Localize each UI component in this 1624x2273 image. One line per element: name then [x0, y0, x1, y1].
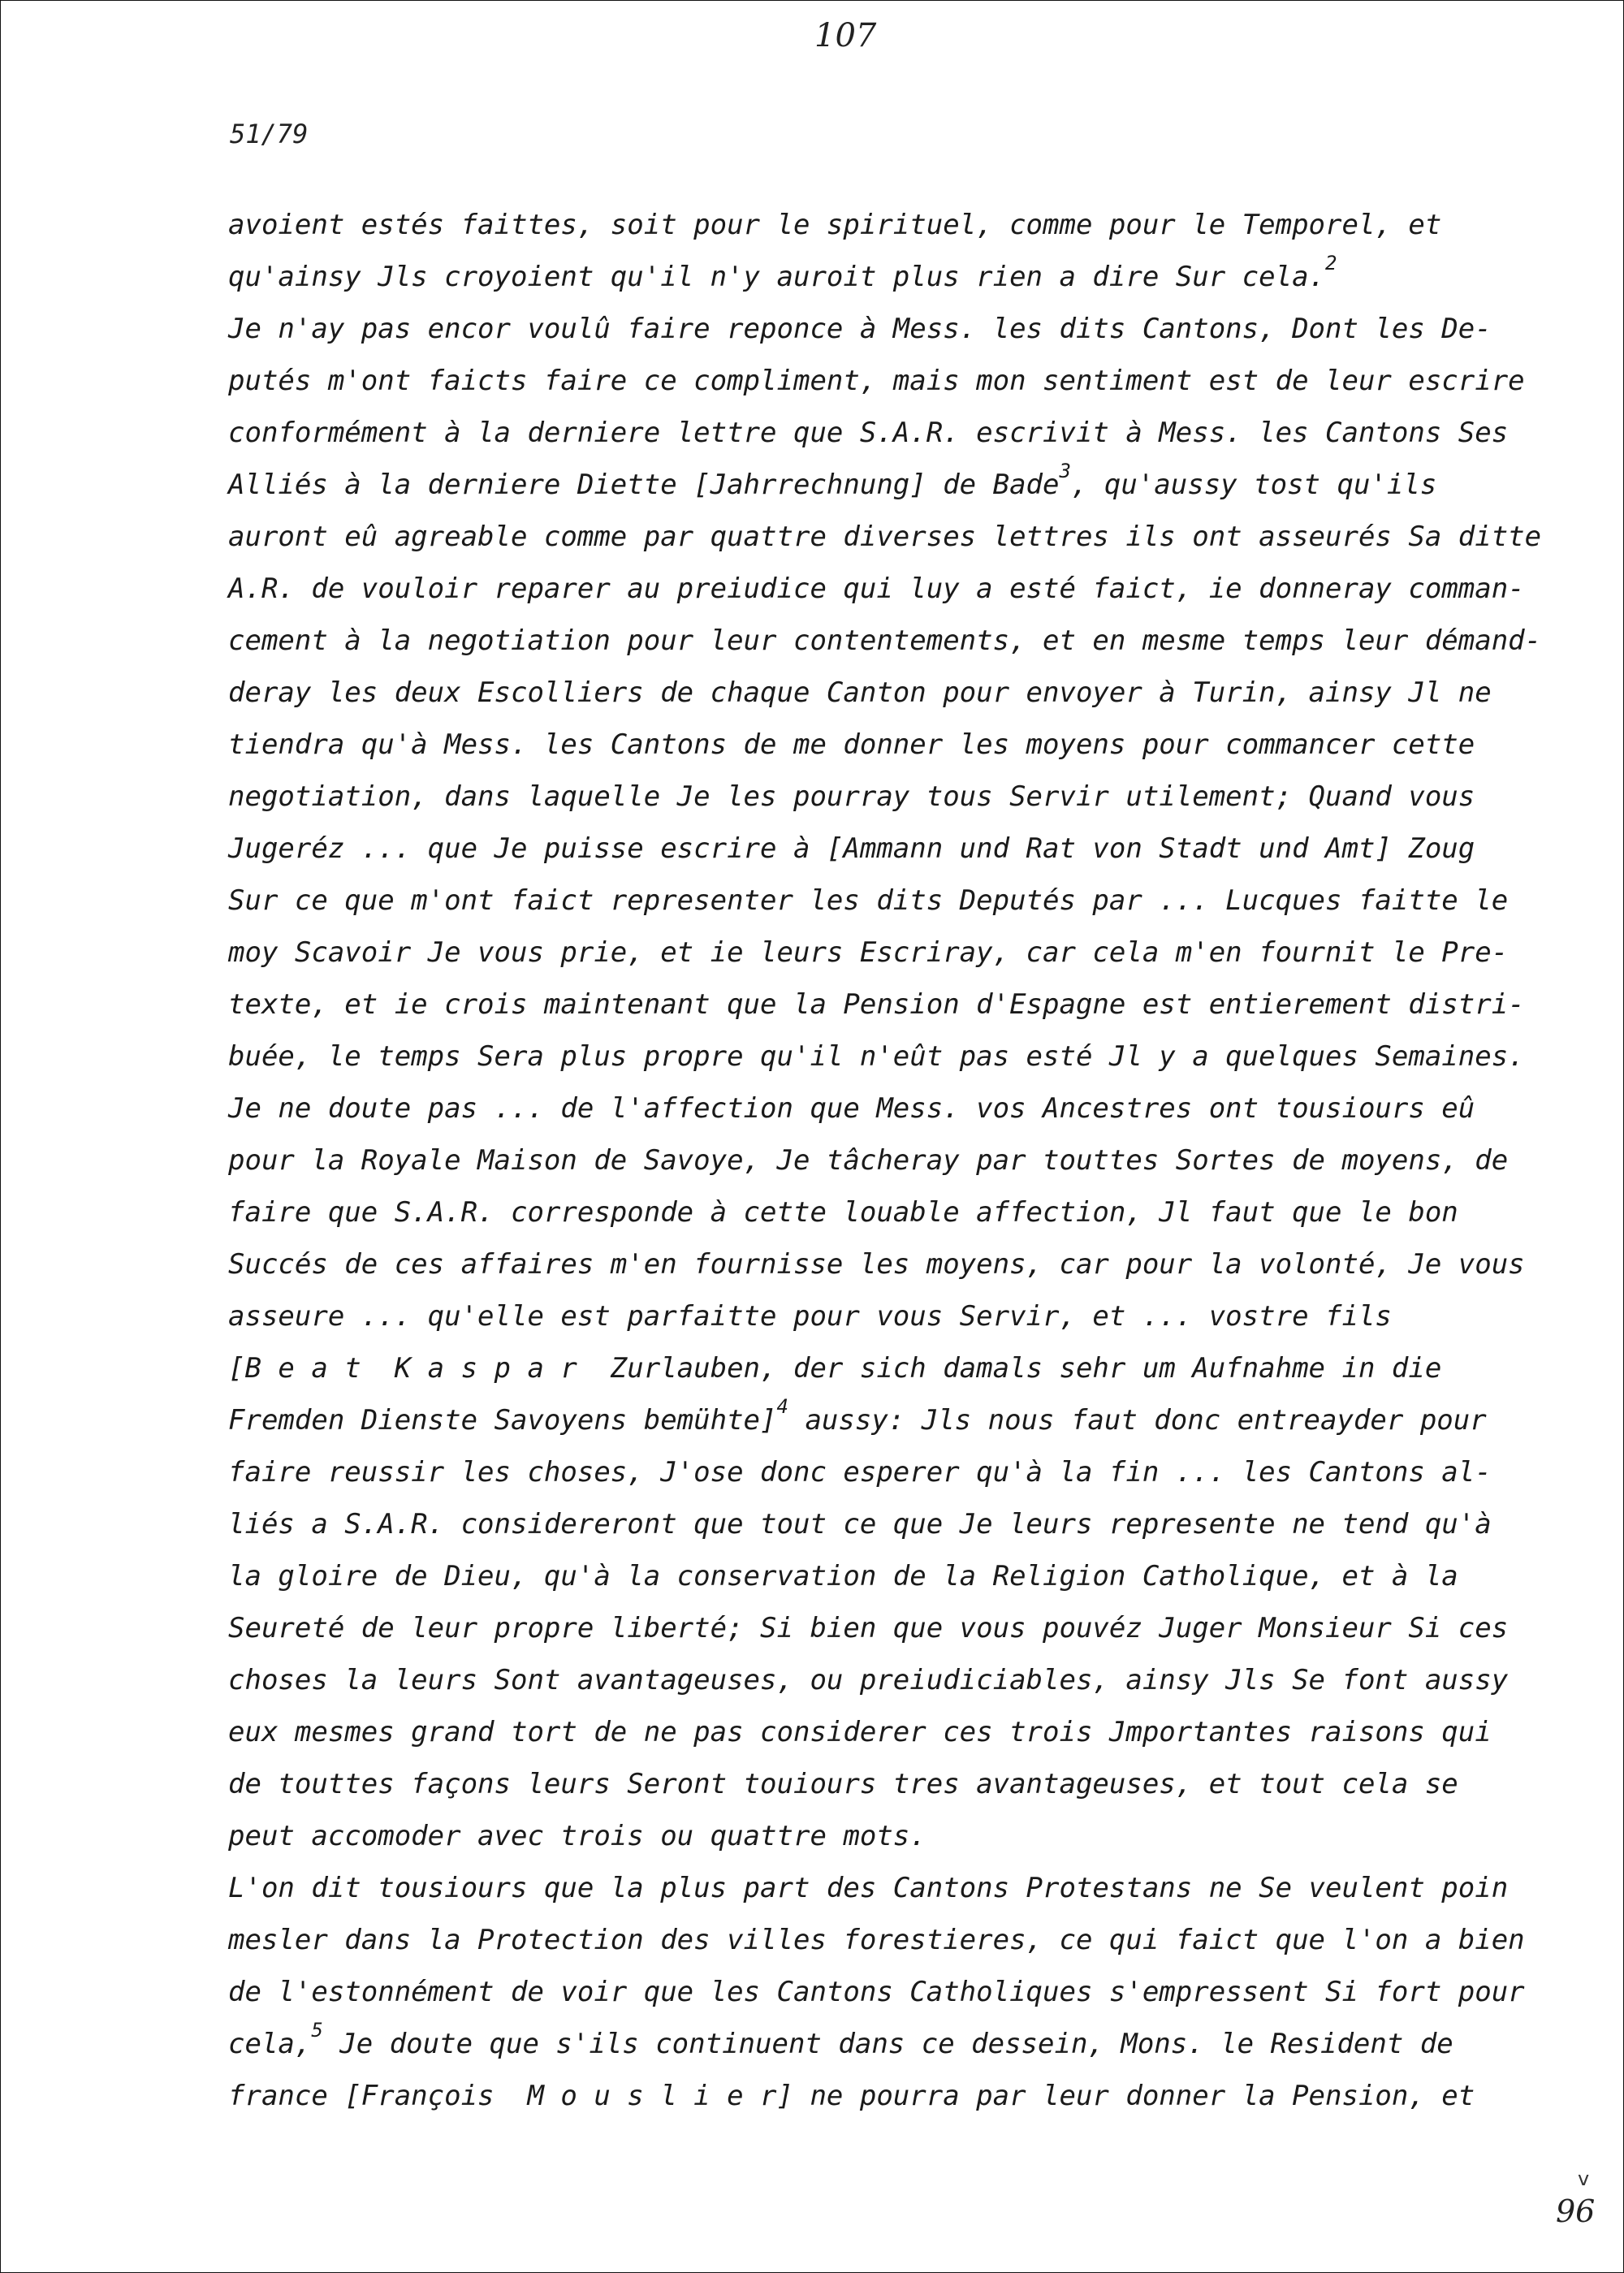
text-line — [228, 459, 1609, 511]
text-line — [228, 2018, 1609, 2070]
line-text: Alliés à la derniere Diette [Jahrrechnung] de Bade — [228, 469, 1060, 501]
text-line — [228, 563, 1609, 615]
line-text: L'on dit tousiours que la plus part des Cantons Protestans ne Se veulent poin — [228, 1872, 1509, 1904]
text-line — [228, 1498, 1609, 1550]
line-text: faire reussir les choses, J'ose donc esperer qu'à la fin ... les Cantons al- — [228, 1456, 1492, 1489]
line-text: Sur ce que m'ont faict representer les dits Deputés par ... Lucques faitte le — [228, 884, 1509, 917]
handwritten-page-number: 96 — [1556, 2193, 1596, 2229]
line-text: liés a S.A.R. considereront que tout ce que Je leurs represente ne tend qu'à — [228, 1508, 1492, 1541]
footnote-marker: 2 — [1325, 252, 1337, 274]
line-text: de l'estonnément de voir que les Cantons Catholiques s'empressent Si fort pour — [228, 1976, 1525, 2008]
line-text: mesler dans la Protection des villes forestieres, ce qui faict que l'on a bien — [228, 1924, 1525, 1956]
text-line — [228, 1550, 1609, 1602]
line-text: Jugeréz ... que Je puisse escrire à [Ammann und Rat von Stadt und Amt] Zoug — [228, 832, 1475, 865]
text-line — [228, 615, 1609, 667]
text-line — [228, 251, 1609, 303]
text-line — [228, 1031, 1609, 1082]
text-line — [228, 1446, 1609, 1498]
text-line — [228, 719, 1609, 771]
line-text: cement à la negotiation pour leur contentements, et en mesme temps leur démand- — [228, 624, 1542, 657]
letter-body — [228, 199, 1609, 2122]
text-line — [228, 2070, 1609, 2122]
line-text: tiendra qu'à Mess. les Cantons de me donner les moyens pour commancer cette — [228, 728, 1475, 761]
reference-number: 51/79 — [230, 119, 309, 149]
line-text: A.R. de vouloir reparer au preiudice qui luy a esté faict, ie donneray comman- — [228, 573, 1525, 605]
text-line — [228, 1914, 1609, 1966]
line-text: la gloire de Dieu, qu'à la conservation de la Religion Catholique, et à la — [228, 1560, 1458, 1592]
text-line — [228, 927, 1609, 979]
text-line — [228, 875, 1609, 927]
line-text: france [François M o u s l i e r] ne pourra par leur donner la Pension, et — [228, 2080, 1475, 2112]
line-text: Succés de ces affaires m'en fournisse les moyens, car pour la volonté, Je vous — [228, 1248, 1525, 1281]
text-line — [228, 1862, 1609, 1914]
text-line — [228, 1134, 1609, 1186]
line-text: avoient estés faittes, soit pour le spirituel, comme pour le Temporel, et — [228, 209, 1442, 241]
line-text-continued: Je doute que s'ils continuent dans ce dessein, Mons. le Resident de — [322, 2028, 1453, 2060]
text-line — [228, 199, 1609, 251]
text-line — [228, 1082, 1609, 1134]
text-line — [228, 1966, 1609, 2018]
text-line — [228, 355, 1609, 407]
text-line — [228, 1186, 1609, 1238]
line-text: peut accomoder avec trois ou quattre mots. — [228, 1820, 926, 1852]
line-text: Seureté de leur propre liberté; Si bien que vous pouvéz Juger Monsieur Si ces — [228, 1612, 1509, 1644]
text-line — [228, 1290, 1609, 1342]
text-line — [228, 1810, 1609, 1862]
line-text: eux mesmes grand tort de ne pas considerer ces trois Jmportantes raisons qui — [228, 1716, 1492, 1748]
line-text: Je ne doute pas ... de l'affection que Mess. vos Ancestres ont tousiours eû — [228, 1092, 1475, 1125]
line-text: [B e a t K a s p a r Zurlauben, der sich damals sehr um Aufnahme in die — [228, 1352, 1442, 1385]
line-text: deray les deux Escolliers de chaque Canton pour envoyer à Turin, ainsy Jl ne — [228, 676, 1492, 709]
text-line — [228, 771, 1609, 823]
text-line — [228, 1706, 1609, 1758]
text-line — [228, 823, 1609, 875]
text-line — [228, 511, 1609, 563]
footnote-marker: 3 — [1059, 460, 1071, 482]
line-text: putés m'ont faicts faire ce compliment, mais mon sentiment est de leur escrire — [228, 365, 1525, 397]
footnote-marker: 4 — [776, 1395, 788, 1418]
line-text: cela, — [228, 2028, 312, 2060]
text-line — [228, 1602, 1609, 1654]
text-line — [228, 1238, 1609, 1290]
text-line — [228, 1654, 1609, 1706]
line-text: choses la leurs Sont avantageuses, ou preiudiciables, ainsy Jls Se font aussy — [228, 1664, 1509, 1696]
text-line — [228, 1394, 1609, 1446]
text-line — [228, 407, 1609, 459]
line-text-continued: , qu'aussy tost qu'ils — [1070, 469, 1437, 501]
handwritten-check-mark: v — [1578, 2167, 1590, 2190]
line-text: de touttes façons leurs Seront touiours tres avantageuses, et tout cela se — [228, 1768, 1458, 1800]
text-line — [228, 1342, 1609, 1394]
text-line — [228, 667, 1609, 719]
line-text-continued: aussy: Jls nous faut donc entreayder pour — [788, 1404, 1487, 1437]
line-text: negotiation, dans laquelle Je les pourray tous Servir utilement; Quand vous — [228, 780, 1475, 813]
line-text: qu'ainsy Jls croyoient qu'il n'y auroit plus rien a dire Sur cela. — [228, 261, 1326, 293]
text-line — [228, 979, 1609, 1031]
line-text: texte, et ie crois maintenant que la Pension d'Espagne est entierement distri- — [228, 988, 1525, 1021]
line-text: faire que S.A.R. corresponde à cette louable affection, Jl faut que le bon — [228, 1196, 1458, 1229]
line-text: moy Scavoir Je vous prie, et ie leurs Escriray, car cela m'en fournit le Pre- — [228, 936, 1509, 969]
line-text: Fremden Dienste Savoyens bemühte] — [228, 1404, 777, 1437]
footnote-marker: 5 — [311, 2019, 323, 2042]
text-line — [228, 1758, 1609, 1810]
line-text: asseure ... qu'elle est parfaitte pour vous Servir, et ... vostre fils — [228, 1300, 1392, 1333]
text-line — [228, 303, 1609, 355]
line-text: pour la Royale Maison de Savoye, Je tâcheray par touttes Sortes de moyens, de — [228, 1144, 1509, 1177]
handwritten-folio-number: 107 — [814, 17, 877, 54]
line-text: conformément à la derniere lettre que S.A.R. escrivit à Mess. les Cantons Ses — [228, 417, 1509, 449]
line-text: buée, le temps Sera plus propre qu'il n'eût pas esté Jl y a quelques Semaines. — [228, 1040, 1525, 1073]
line-text: auront eû agreable comme par quattre diverses lettres ils ont asseurés Sa ditte — [228, 521, 1542, 553]
line-text: Je n'ay pas encor voulû faire reponce à Mess. les dits Cantons, Dont les De- — [228, 313, 1492, 345]
